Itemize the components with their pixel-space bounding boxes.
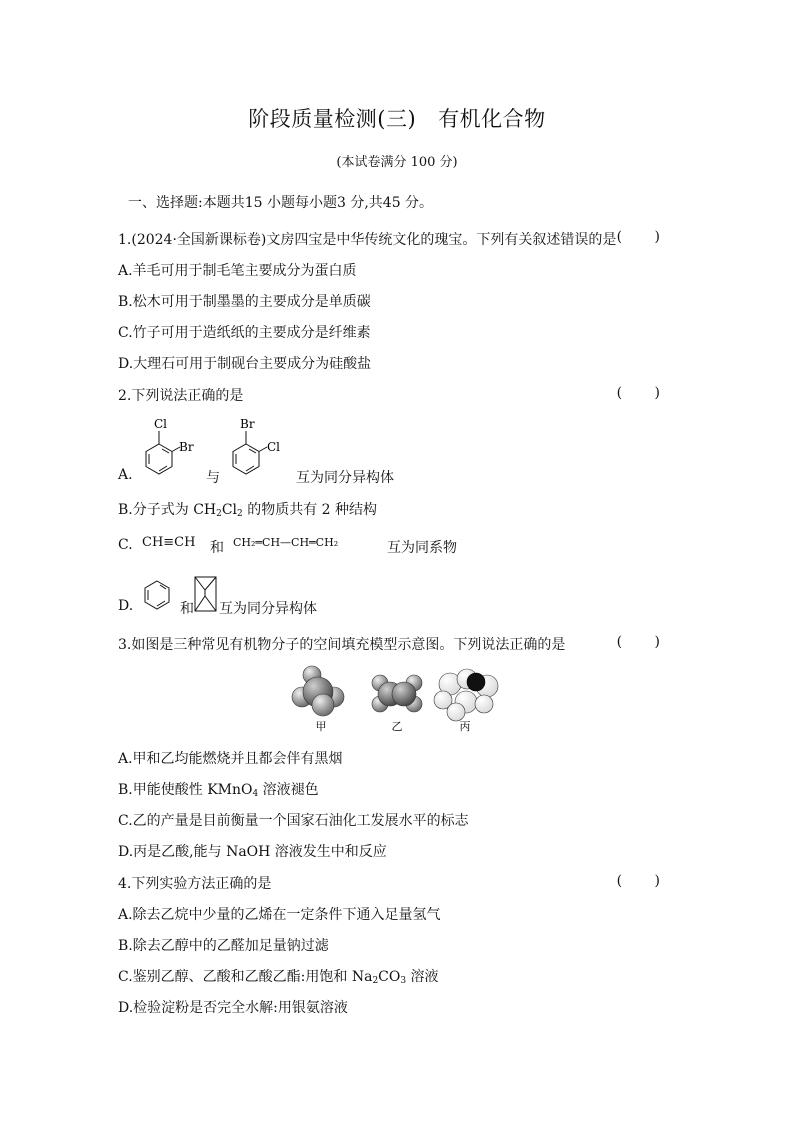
q4-option-a: A.除去乙烷中少量的乙烯在一定条件下通入足量氢气 [118, 907, 441, 923]
q2-prismane-structure [192, 574, 220, 614]
q2-answer-bracket: ( ) [616, 385, 674, 401]
q4-option-b: B.除去乙醇中的乙醛加足量钠过滤 [118, 938, 329, 954]
mol1-ring [146, 444, 172, 474]
model-bing-acetic-acid [434, 669, 498, 721]
label-bing: 丙 [459, 720, 471, 733]
q4-option-d: D.检验淀粉是否完全水解:用银氨溶液 [118, 1000, 348, 1016]
q3-space-filling-models [290, 664, 510, 736]
q3-option-d: D.丙是乙酸,能与 NaOH 溶液发生中和反应 [118, 844, 387, 860]
score-note: (本试卷满分 100 分) [336, 155, 458, 170]
q2-molecule-bromochlorobenzene [222, 414, 286, 484]
model-jia-methane [292, 666, 344, 716]
mol2-side-label: Cl [267, 440, 281, 454]
mol1-top-label: Cl [154, 417, 168, 431]
q2-option-c-prefix: C. [118, 537, 133, 553]
q2-option-d-and: 和 [180, 601, 194, 617]
q3-option-b: B.甲能使酸性 KMnO$_4$ 溶液褪色 [118, 782, 319, 799]
label-jia: 甲 [315, 720, 327, 733]
q2-option-d-prefix: D. [118, 598, 134, 614]
q2-formula-acetylene: CH≡CH [142, 535, 196, 550]
q4-option-c: C.鉴别乙醇、乙酸和乙酸乙酯:用饱和 $Na_2CO_3$ 溶液 [118, 969, 439, 986]
q4-stem: 4.下列实验方法正确的是 [118, 876, 272, 892]
q3-option-c: C.乙的产量是目前衡量一个国家石油化工发展水平的标志 [118, 813, 469, 829]
q2-benzene-structure [140, 578, 174, 612]
q3-stem: 3.如图是三种常见有机物分子的空间填充模型示意图。下列说法正确的是 [118, 637, 566, 653]
q1-option-d: D.大理石可用于制砚台主要成分为硅酸盐 [118, 356, 372, 372]
mol2-ring [233, 444, 259, 474]
q4-answer-bracket: ( ) [616, 873, 674, 889]
q2-option-a-prefix: A. [118, 467, 133, 483]
q2-option-c-text: 互为同系物 [387, 540, 457, 556]
label-yi: 乙 [391, 720, 403, 733]
q2-option-c-and: 和 [210, 540, 224, 556]
q2-option-d-text: 互为同分异构体 [219, 601, 317, 617]
q1-stem: 1.(2024·全国新课标卷)文房四宝是中华传统文化的瑰宝。下列有关叙述错误的是 [118, 232, 617, 248]
q2-molecule-chlorobromobenzene [132, 414, 192, 484]
q3-answer-bracket: ( ) [616, 634, 674, 650]
title-main: 阶段质量检测(三) [248, 107, 417, 131]
q1-option-b: B.松木可用于制墨墨的主要成分是单质碳 [118, 294, 371, 310]
section-heading: 一、选择题:本题共15 小题每小题3 分,共45 分。 [128, 195, 434, 211]
q1-option-a: A.羊毛可用于制毛笔主要成分为蛋白质 [118, 263, 357, 279]
title-sub: 有机化合物 [438, 107, 546, 131]
q2-stem: 2.下列说法正确的是 [118, 388, 244, 404]
q2-formula-butadiene: CH₂═CH—CH═CH₂ [233, 536, 339, 549]
q2-option-a-text: 互为同分异构体 [296, 470, 394, 486]
q2-option-b: B.分子式为 $CH_2Cl_2$ 的物质共有 2 种结构 [118, 502, 378, 519]
q2-option-a-and: 与 [206, 470, 220, 486]
mol2-bond-side [259, 447, 267, 452]
mol1-side-label: Br [179, 440, 194, 454]
q3-option-a: A.甲和乙均能燃烧并且都会伴有黑烟 [118, 751, 343, 767]
model-yi-ethylene [372, 675, 422, 712]
mol2-top-label: Br [240, 417, 255, 431]
q1-answer-bracket: ( ) [616, 229, 674, 245]
page-title [0, 103, 794, 133]
q1-option-c: C.竹子可用于造纸纸的主要成分是纤维素 [118, 325, 371, 341]
